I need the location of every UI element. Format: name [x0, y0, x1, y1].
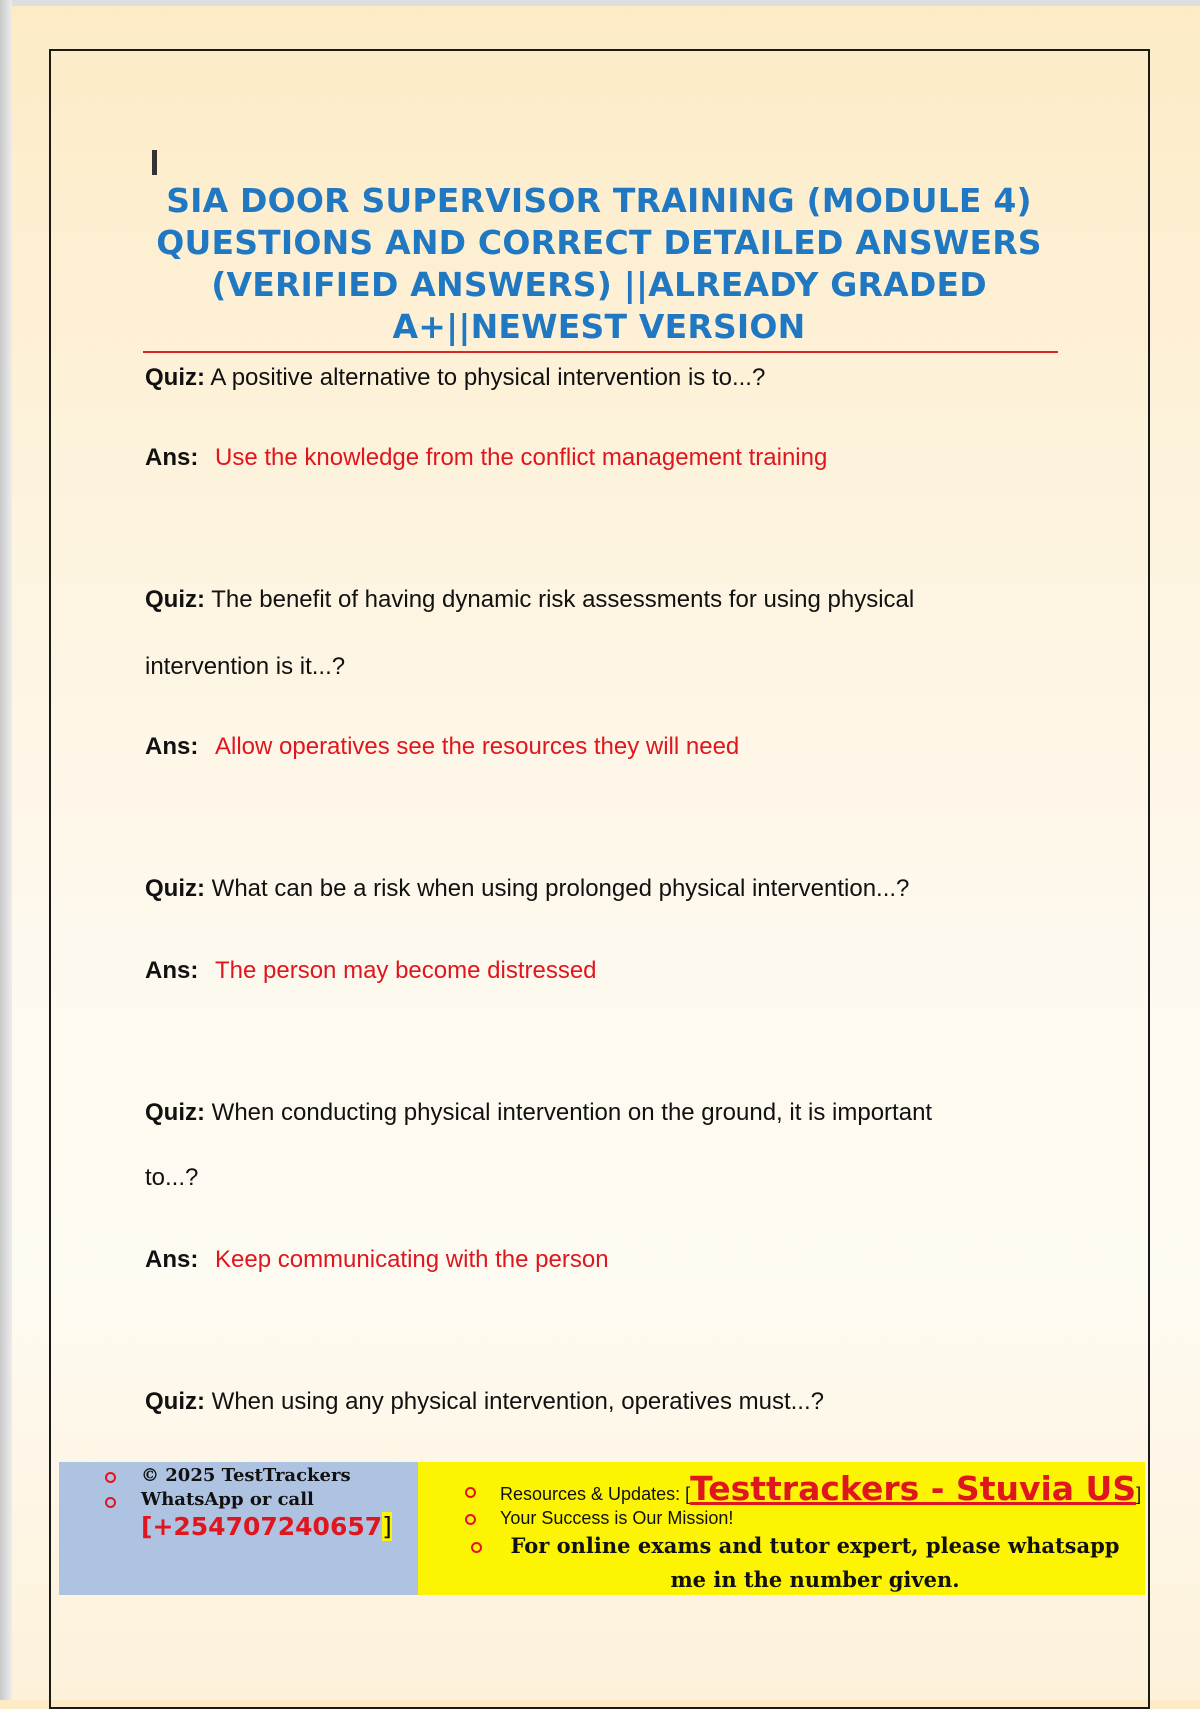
bullet-icon — [105, 1472, 116, 1483]
answer-label: Ans: — [145, 444, 199, 471]
window-top-edge — [0, 0, 1200, 6]
question-label: Quiz: — [145, 1099, 205, 1126]
answer-text: Allow operatives see the resources they will need — [215, 733, 740, 760]
question-label: Quiz: — [145, 1388, 205, 1415]
phone-bracket-open: [ — [141, 1512, 153, 1541]
question-4-continued: to...? — [145, 1164, 199, 1191]
document-title: SIA DOOR SUPERVISOR TRAINING (MODULE 4) QUESTIONS AND CORRECT DETAILED ANSWERS (VERIFIED ANSWERS) ||ALREADY GRADED A+||NEWEST VERSION — [156, 181, 1042, 346]
answer-1 — [145, 444, 827, 472]
question-label: Quiz: — [145, 875, 205, 902]
answer-label: Ans: — [145, 733, 199, 760]
question-5 — [145, 1388, 824, 1416]
window-left-edge — [0, 0, 12, 1700]
question-label: Quiz: — [145, 586, 205, 613]
mission-text: Your Success is Our Mission! — [500, 1508, 734, 1528]
phone-number[interactable] — [141, 1512, 392, 1541]
text-cursor — [152, 150, 157, 175]
online-exams-text: For online exams and tutor expert, please whatsapp me in the number given. — [510, 1533, 1120, 1592]
answer-text: Keep communicating with the person — [215, 1246, 609, 1273]
question-text: What can be a risk when using prolonged physical intervention...? — [211, 875, 910, 902]
copyright-text: © 2025 TestTrackers — [141, 1465, 351, 1486]
footer-resources-panel — [418, 1462, 1145, 1595]
bullet-icon — [465, 1514, 476, 1525]
answer-2 — [145, 733, 739, 761]
stuvia-link[interactable]: Testtrackers - Stuvia US — [690, 1469, 1137, 1508]
question-label: Quiz: — [145, 364, 205, 391]
whatsapp-label: WhatsApp or call — [141, 1489, 314, 1510]
answer-label: Ans: — [145, 957, 199, 984]
answer-label: Ans: — [145, 1246, 199, 1273]
answer-3 — [145, 957, 597, 985]
bullet-icon — [105, 1497, 116, 1508]
answer-4 — [145, 1246, 609, 1274]
question-text: When using any physical intervention, operatives must...? — [211, 1388, 824, 1415]
resources-label: Resources & Updates: [ — [500, 1484, 691, 1504]
question-4 — [145, 1099, 932, 1127]
phone-bracket-close: ] — [382, 1512, 392, 1541]
question-1 — [145, 364, 765, 392]
question-text: When conducting physical intervention on the ground, it is important — [211, 1099, 933, 1126]
footer-contact-panel — [59, 1462, 418, 1595]
question-3 — [145, 875, 909, 903]
question-2 — [145, 586, 914, 614]
resources-bracket-close: ] — [1136, 1484, 1142, 1504]
question-text: The benefit of having dynamic risk assessments for using physical — [211, 586, 915, 613]
phone-digits: +254707240657 — [152, 1512, 383, 1541]
footer-banner — [59, 1462, 1145, 1595]
title-underline — [143, 351, 1058, 353]
question-2-continued: intervention is it...? — [145, 653, 346, 680]
bullet-icon — [465, 1487, 476, 1498]
answer-text: The person may become distressed — [215, 957, 597, 984]
answer-text: Use the knowledge from the conflict management training — [215, 444, 828, 471]
question-text: A positive alternative to physical intervention is to...? — [210, 364, 766, 391]
resources-line — [500, 1469, 1141, 1508]
bullet-icon — [471, 1542, 482, 1553]
